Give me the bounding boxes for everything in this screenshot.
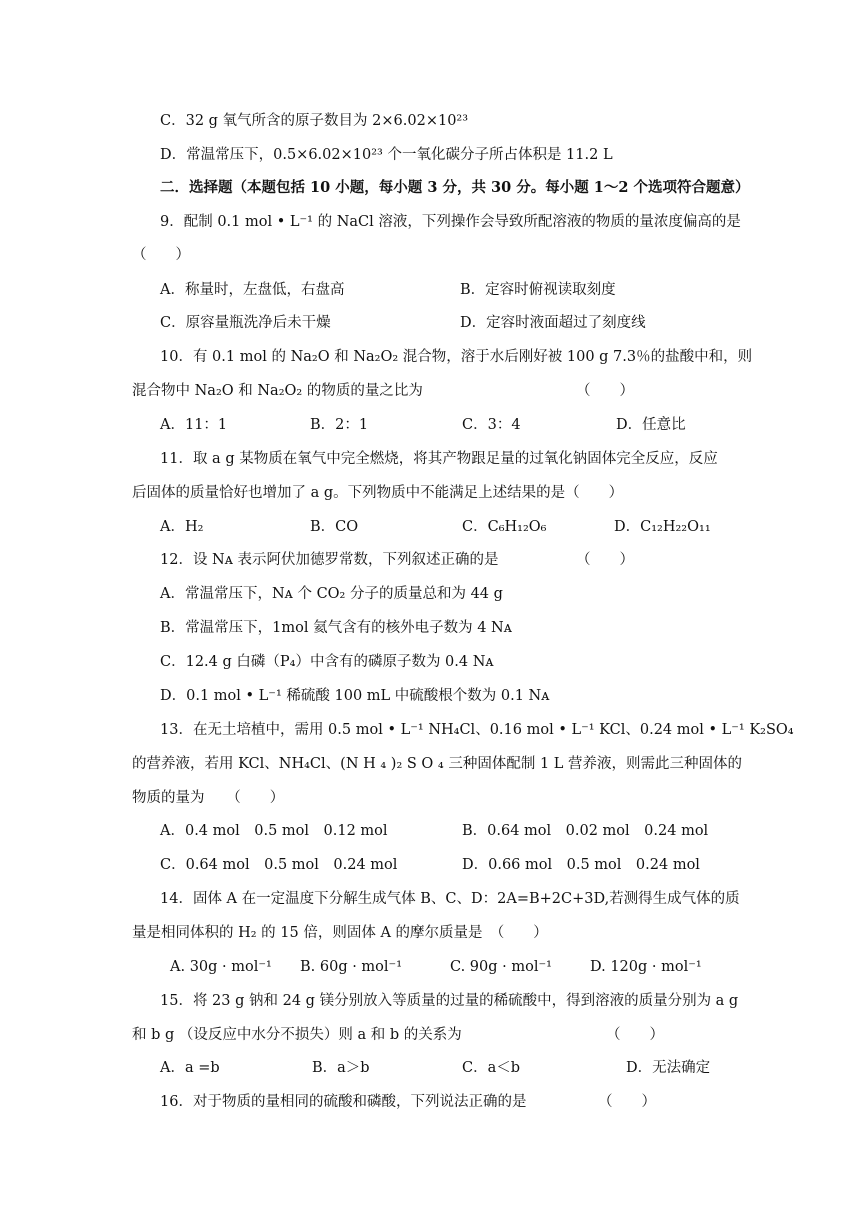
q15-answer-paren: （ ） (606, 1027, 664, 1043)
q9-option-c: C．原容量瓶洗净后未干燥 (160, 315, 331, 331)
q11-stem-line2: 后固体的质量恰好也增加了 a g。下列物质中不能满足上述结果的是（ ） (132, 485, 624, 501)
q15-stem-line1: 15．将 23 g 钠和 24 g 镁分别放入等质量的过量的稀硫酸中，得到溶液的质量分别为 a g (160, 993, 739, 1009)
q10-option-a: A．11：1 (160, 417, 228, 433)
q14-option-d: D. 120g · mol⁻¹ (590, 959, 702, 975)
q12-option-a: A．常温常压下，Nᴀ 个 CO₂ 分子的质量总和为 44 g (160, 586, 503, 602)
q13-stem-line3: 物质的量为 （ ） (132, 790, 285, 806)
section-two-heading: 二．选择题（本题包括 10 小题，每小题 3 分，共 30 分。每小题 1～2 个选项符合题意） (160, 179, 750, 196)
q10-option-d: D．任意比 (616, 417, 686, 433)
q9-stem: 9．配制 0.1 mol • L⁻¹ 的 NaCl 溶液，下列操作会导致所配溶液的物质的量浓度偏高的是 (160, 214, 741, 230)
q16-stem: 16．对于物质的量相同的硫酸和磷酸，下列说法正确的是 (160, 1094, 527, 1110)
q13-stem-line1: 13．在无土培植中，需用 0.5 mol • L⁻¹ NH₄Cl、0.16 mol • L⁻¹ KCl、0.24 mol • L⁻¹ K₂SO₄ (160, 722, 794, 738)
q9-option-a: A．称量时，左盘低，右盘高 (160, 282, 345, 298)
q13-option-d: D．0.66 mol 0.5 mol 0.24 mol (462, 857, 700, 873)
q15-option-d: D．无法确定 (626, 1060, 711, 1076)
q12-option-c: C．12.4 g 白磷（P₄）中含有的磷原子数为 0.4 Nᴀ (160, 654, 494, 670)
q14-option-a: A. 30g · mol⁻¹ (170, 959, 272, 975)
q9-option-b: B．定容时俯视读取刻度 (460, 282, 616, 298)
q11-option-c: C．C₆H₁₂O₆ (462, 519, 547, 535)
q9-option-d: D．定容时液面超过了刻度线 (460, 315, 646, 331)
q15-stem-line2: 和 b g （设反应中水分不损失）则 a 和 b 的关系为 (132, 1027, 462, 1043)
q13-stem-line2: 的营养液，若用 KCl、NH₄Cl、(N H ₄ )₂ S O ₄ 三种固体配制 1 L 营养液，则需此三种固体的 (132, 756, 743, 772)
q12-option-d: D．0.1 mol • L⁻¹ 稀硫酸 100 mL 中硫酸根个数为 0.1 Nᴀ (160, 688, 550, 704)
q15-option-b: B．a＞b (312, 1060, 370, 1076)
q15-option-a: A．a =b (160, 1060, 220, 1076)
q12-answer-paren: （ ） (576, 552, 634, 568)
q10-stem-line1: 10．有 0.1 mol 的 Na₂O 和 Na₂O₂ 混合物，溶于水后刚好被 100 g 7.3％的盐酸中和，则 (160, 349, 753, 365)
q11-option-a: A．H₂ (160, 519, 204, 535)
q11-option-b: B．CO (310, 519, 359, 535)
q13-option-c: C．0.64 mol 0.5 mol 0.24 mol (160, 857, 398, 873)
q10-answer-paren: （ ） (576, 383, 634, 399)
q14-stem-line2: 量是相同体积的 H₂ 的 15 倍，则固体 A 的摩尔质量是 （ ） (132, 925, 548, 941)
q11-stem-line1: 11．取 a g 某物质在氧气中完全燃烧，将其产物跟足量的过氧化钠固体完全反应，反应 (160, 451, 718, 467)
q13-option-b: B．0.64 mol 0.02 mol 0.24 mol (462, 823, 709, 839)
q14-option-b: B. 60g · mol⁻¹ (300, 959, 403, 975)
q10-option-b: B．2：1 (310, 417, 369, 433)
q14-stem-line1: 14．固体 A 在一定温度下分解生成气体 B、C、D：2A=B+2C+3D,若测得生成气体的质 (160, 891, 740, 907)
q10-stem-line2: 混合物中 Na₂O 和 Na₂O₂ 的物质的量之比为 (132, 383, 423, 399)
q12-stem: 12．设 Nᴀ 表示阿伏加德罗常数，下列叙述正确的是 (160, 552, 499, 568)
q8-option-c: C．32 g 氧气所含的原子数目为 2×6.02×10²³ (160, 113, 469, 129)
q14-option-c: C. 90g · mol⁻¹ (450, 959, 552, 975)
q10-option-c: C．3：4 (462, 417, 521, 433)
q8-option-d: D．常温常压下，0.5×6.02×10²³ 个一氧化碳分子所占体积是 11.2 L (160, 147, 613, 163)
q11-option-d: D．C₁₂H₂₂O₁₁ (614, 519, 711, 535)
q15-option-c: C．a＜b (462, 1060, 521, 1076)
q9-answer-paren: （ ） (132, 247, 190, 263)
q16-answer-paren: （ ） (598, 1094, 656, 1110)
q12-option-b: B．常温常压下，1mol 氦气含有的核外电子数为 4 Nᴀ (160, 620, 512, 636)
q13-option-a: A．0.4 mol 0.5 mol 0.12 mol (160, 823, 388, 839)
